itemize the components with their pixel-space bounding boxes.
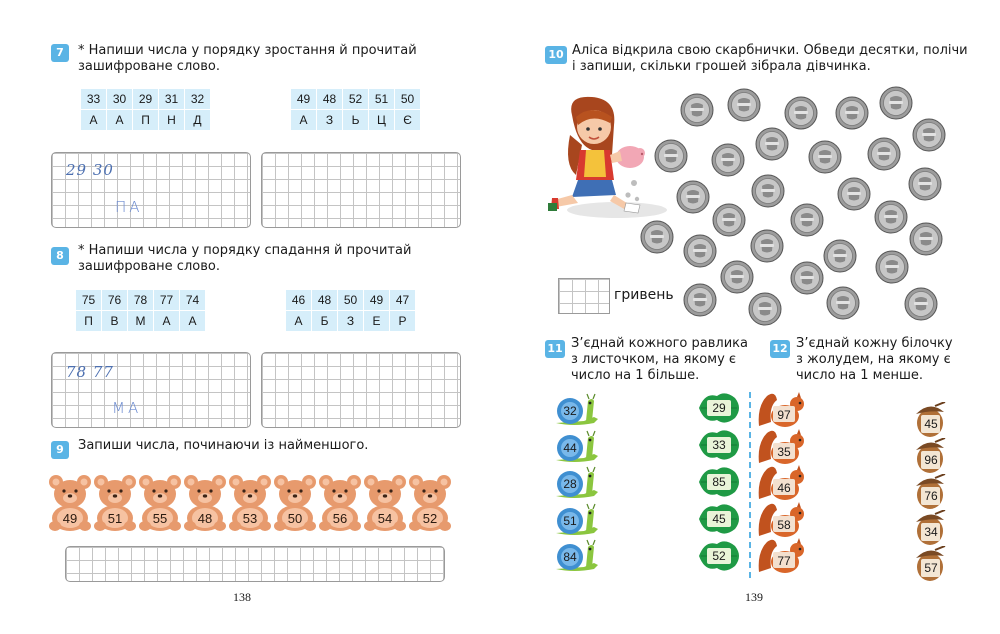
acorn-5[interactable] (913, 546, 949, 582)
squirrel-number: 46 (777, 481, 791, 495)
table-cell: Е (364, 311, 390, 332)
table-cell: А (180, 311, 206, 332)
squirrel-3[interactable] (757, 465, 807, 503)
table-cell: 50 (338, 290, 364, 311)
table-row-numbers (291, 89, 421, 110)
table-cell: 48 (312, 290, 338, 311)
task-11-line-3: число на 1 більше. (571, 368, 700, 383)
acorn-number: 96 (924, 453, 938, 467)
bear-5 (228, 474, 272, 532)
acorn-2[interactable] (913, 438, 949, 474)
snail-2[interactable] (554, 430, 600, 466)
table-cell: А (154, 311, 180, 332)
table-cell: 76 (102, 290, 128, 311)
bear-number: 53 (242, 511, 258, 526)
squirrel-number: 58 (777, 517, 791, 532)
squirrel-number: 35 (777, 444, 791, 459)
bear-number: 48 (197, 511, 213, 526)
page-number-right: 139 (745, 590, 763, 604)
leaf-number: 85 (712, 475, 726, 489)
table-cell: А (107, 110, 133, 131)
acorn-4[interactable] (913, 510, 949, 546)
coin-icon[interactable] (908, 167, 942, 201)
table-cell: Р (390, 311, 416, 332)
table-cell: 52 (343, 89, 369, 110)
task-11-line-1: З’єднай кожного равлика (571, 336, 748, 351)
page-number-left: 138 (233, 590, 251, 604)
task-7-line-1: * Напиши числа у порядку зростання й прочитай (78, 43, 417, 58)
handwritten-numbers: 78 77 (66, 363, 114, 381)
snail-number: 51 (563, 513, 577, 528)
task-10-badge: 10 (545, 46, 567, 64)
table-cell: Ц (369, 110, 395, 131)
task-7-line-2: зашифроване слово. (78, 59, 220, 74)
divider (749, 392, 751, 578)
table-cell: 33 (81, 89, 107, 110)
handwritten-numbers: 29 30 (66, 161, 114, 179)
bear-2 (93, 474, 137, 532)
task-9-badge: 9 (51, 441, 69, 459)
handwritten-letters: МА (112, 399, 142, 417)
coin-icon[interactable] (790, 261, 824, 295)
task-7-answer-grid-1[interactable] (51, 152, 251, 228)
task-10-instruction (572, 43, 972, 75)
coin-icon[interactable] (683, 283, 717, 317)
handwritten-letters: ПА (115, 198, 143, 216)
task-12-line-3: число на 1 менше. (796, 368, 924, 383)
table-cell: Ь (343, 110, 369, 131)
snail-number: 32 (563, 404, 577, 418)
acorn-number: 45 (924, 417, 938, 431)
table-row-numbers (286, 290, 416, 311)
table-cell: 78 (128, 290, 154, 311)
snail-number: 44 (563, 440, 577, 455)
table-cell: 50 (395, 89, 421, 110)
table-cell: 74 (180, 290, 206, 311)
squirrel-1[interactable] (757, 392, 807, 430)
snail-number: 84 (563, 550, 577, 564)
task-7-answer-grid-2[interactable] (261, 152, 461, 228)
task-10-line-2: і запиши, скільки грошей зібрала дівчинка. (572, 59, 871, 74)
task-7-instruction (78, 43, 468, 75)
task-8-line-2: зашифроване слово. (78, 259, 220, 274)
coin-icon[interactable] (711, 143, 745, 177)
task-7-table-1 (80, 88, 211, 131)
snail-1[interactable] (554, 393, 600, 429)
coin-icon[interactable] (720, 260, 754, 294)
task-12-line-1: З’єднай кожну білочку (796, 336, 953, 351)
table-row-numbers (81, 89, 211, 110)
table-cell: Б (312, 311, 338, 332)
coin-icon[interactable] (712, 203, 746, 237)
task-8-badge: 8 (51, 247, 69, 265)
task-11-instruction (571, 336, 751, 384)
bear-9 (408, 474, 452, 532)
coin-icon[interactable] (808, 140, 842, 174)
coin-icon[interactable] (748, 292, 782, 326)
bear-number: 54 (377, 511, 393, 526)
leaf-4[interactable] (695, 501, 743, 537)
table-cell: 29 (133, 89, 159, 110)
task-8-instruction (78, 243, 468, 275)
table-cell: 75 (76, 290, 102, 311)
task-7-badge: 7 (51, 44, 69, 62)
coin-icon[interactable] (727, 88, 761, 122)
table-row-letters (291, 110, 421, 131)
squirrel-5[interactable] (757, 538, 807, 576)
squirrel-2[interactable] (757, 429, 807, 467)
task-8-table-2 (285, 289, 416, 332)
coin-icon[interactable] (909, 222, 943, 256)
bear-number: 52 (422, 511, 438, 526)
leaf-number: 45 (712, 512, 726, 526)
coin-icon[interactable] (784, 96, 818, 130)
table-row-letters (81, 110, 211, 131)
snail-4[interactable] (554, 503, 600, 539)
coin-icon[interactable] (874, 200, 908, 234)
table-cell: 47 (390, 290, 416, 311)
table-cell: Є (395, 110, 421, 131)
coin-icon[interactable] (640, 220, 674, 254)
bear-number: 50 (287, 511, 303, 526)
task-8-answer-grid-2[interactable] (261, 352, 461, 428)
acorn-number: 76 (924, 489, 938, 503)
table-cell: 46 (286, 290, 312, 311)
table-cell: П (133, 110, 159, 131)
leaf-number: 29 (712, 401, 726, 415)
task-12-badge: 12 (770, 340, 790, 358)
acorn-3[interactable] (913, 474, 949, 510)
table-cell: З (338, 311, 364, 332)
bear-7 (318, 474, 362, 532)
task-9-instruction: Запиши числа, починаючи із найменшого. (78, 438, 369, 453)
task-8-answer-grid-1[interactable] (51, 352, 251, 428)
coin-icon[interactable] (826, 286, 860, 320)
task-8-line-1: * Напиши числа у порядку спадання й прочитай (78, 243, 412, 258)
table-cell: 51 (369, 89, 395, 110)
table-cell: 30 (107, 89, 133, 110)
snail-number: 28 (563, 477, 577, 491)
coin-icon[interactable] (683, 234, 717, 268)
bear-8 (363, 474, 407, 532)
coin-icon[interactable] (755, 127, 789, 161)
leaf-number: 33 (712, 438, 726, 452)
task-8-table-1 (75, 289, 206, 332)
leaf-2[interactable] (695, 427, 743, 463)
task-10-unit-label: гривень (614, 287, 674, 303)
task-9-answer-grid[interactable] (65, 546, 445, 582)
coin-icon[interactable] (879, 86, 913, 120)
coin-icon[interactable] (867, 137, 901, 171)
table-cell: 49 (291, 89, 317, 110)
table-cell: З (317, 110, 343, 131)
table-cell: 31 (159, 89, 185, 110)
bear-1 (48, 474, 92, 532)
table-cell: 77 (154, 290, 180, 311)
leaf-1[interactable] (695, 390, 743, 426)
bear-number: 55 (152, 511, 168, 526)
bear-number: 56 (332, 511, 348, 526)
coin-icon[interactable] (680, 93, 714, 127)
girl-with-piggy-bank-illustration (542, 95, 667, 225)
table-cell: Д (185, 110, 211, 131)
snail-5[interactable] (554, 539, 600, 575)
table-cell: В (102, 311, 128, 332)
task-11-badge: 11 (545, 340, 565, 358)
coin-icon[interactable] (823, 239, 857, 273)
table-row-letters (286, 311, 416, 332)
bear-number: 49 (62, 511, 78, 526)
leaf-5[interactable] (695, 538, 743, 574)
coin-icon[interactable] (751, 174, 785, 208)
task-12-line-2: з жолудем, на якому є (796, 352, 951, 367)
coin-icon[interactable] (912, 118, 946, 152)
bear-3 (138, 474, 182, 532)
coin-icon[interactable] (837, 177, 871, 211)
coin-icon[interactable] (676, 180, 710, 214)
table-cell: Н (159, 110, 185, 131)
bear-6 (273, 474, 317, 532)
task-12-instruction (796, 336, 976, 384)
table-cell: М (128, 311, 154, 332)
squirrel-4[interactable] (757, 502, 807, 540)
acorn-number: 57 (924, 561, 938, 575)
table-cell: П (76, 311, 102, 332)
acorn-1[interactable] (913, 402, 949, 438)
task-10-line-1: Аліса відкрила свою скарбнички. Обведи десятки, полічи (572, 43, 968, 58)
bear-number: 51 (107, 511, 123, 526)
squirrel-number: 77 (777, 554, 791, 568)
table-cell: А (291, 110, 317, 131)
coin-icon[interactable] (835, 96, 869, 130)
coin-icon[interactable] (904, 287, 938, 321)
coin-icon[interactable] (790, 203, 824, 237)
coin-icon[interactable] (750, 229, 784, 263)
task-10-answer-grid[interactable] (558, 278, 610, 314)
task-7-table-2 (290, 88, 421, 131)
leaf-3[interactable] (695, 464, 743, 500)
table-cell: А (286, 311, 312, 332)
bear-4 (183, 474, 227, 532)
acorn-number: 34 (924, 525, 938, 539)
coin-icon[interactable] (875, 250, 909, 284)
table-cell: 48 (317, 89, 343, 110)
snail-3[interactable] (554, 466, 600, 502)
table-cell: А (81, 110, 107, 131)
leaf-number: 52 (712, 549, 726, 563)
squirrel-number: 97 (777, 408, 791, 422)
task-11-line-2: з листочком, на якому є (571, 352, 737, 367)
table-cell: 32 (185, 89, 211, 110)
table-row-numbers (76, 290, 206, 311)
coin-icon[interactable] (654, 139, 688, 173)
table-cell: 49 (364, 290, 390, 311)
table-row-letters (76, 311, 206, 332)
